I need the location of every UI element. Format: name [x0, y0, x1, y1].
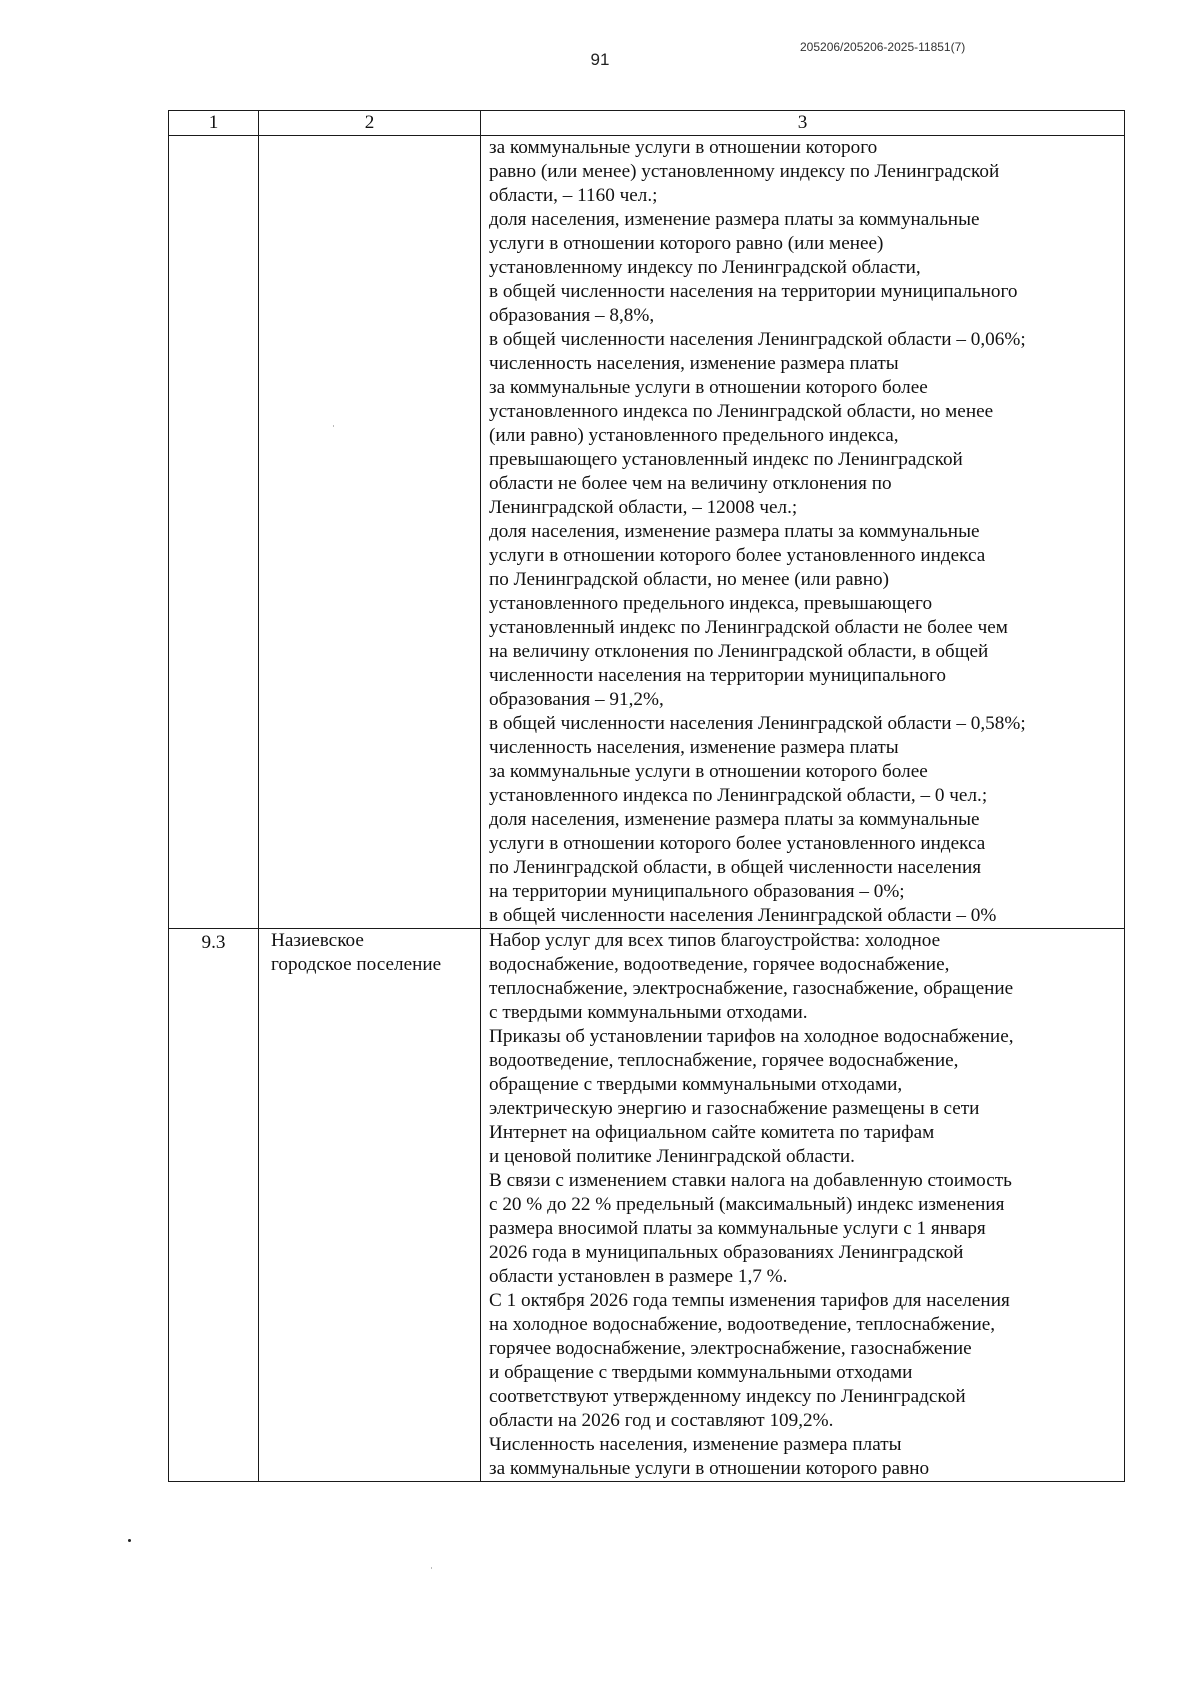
- text-line: установленный индекс по Ленинградской области не более чем: [489, 617, 1008, 638]
- text-line: Ленинградской области, – 12008 чел.;: [489, 497, 798, 518]
- text-line: с твердыми коммунальными отходами.: [489, 1002, 808, 1023]
- text-line: обращение с твердыми коммунальными отходами,: [489, 1074, 903, 1095]
- text-line: Численность населения, изменение размера платы: [489, 1434, 902, 1455]
- text-line: численность населения, изменение размера платы: [489, 737, 899, 758]
- table-row-9-3: [169, 929, 1125, 1482]
- text-line: по Ленинградской области, но менее (или равно): [489, 569, 889, 590]
- text-line: образования – 8,8%,: [489, 305, 655, 326]
- text-line: Приказы об установлении тарифов на холодное водоснабжение,: [489, 1026, 1014, 1047]
- text-line: на холодное водоснабжение, водоотведение, теплоснабжение,: [489, 1314, 996, 1335]
- text-line: доля населения, изменение размера платы за коммунальные: [489, 521, 980, 542]
- text-line: равно (или менее) установленному индексу по Ленинградской: [489, 161, 1000, 182]
- text-line: (или равно) установленного предельного индекса,: [489, 425, 899, 446]
- text-line: с 20 % до 22 % предельный (максимальный) индекс изменения: [489, 1194, 1005, 1215]
- text-line: численности населения на территории муниципального: [489, 665, 946, 686]
- settlement-name-line: Назиевское: [271, 930, 364, 951]
- row-description-cell: [481, 929, 1125, 1482]
- text-line: Набор услуг для всех типов благоустройства: холодное: [489, 930, 941, 951]
- text-line: за коммунальные услуги в отношении которого более: [489, 377, 928, 398]
- row-name-cell: [259, 136, 481, 929]
- text-line: области на 2026 год и составляют 109,2%.: [489, 1410, 834, 1431]
- text-line: установленного предельного индекса, превышающего: [489, 593, 933, 614]
- document-registration-code: 205206/205206-2025-11851(7): [800, 40, 966, 54]
- text-line: и обращение с твердыми коммунальными отходами: [489, 1362, 913, 1383]
- tariff-table: [168, 110, 1125, 1482]
- scan-dot: [128, 1539, 131, 1542]
- row-number-cell: [169, 136, 259, 929]
- text-line: размера вносимой платы за коммунальные услуги с 1 января: [489, 1218, 986, 1239]
- text-line: области установлен в размере 1,7 %.: [489, 1266, 788, 1287]
- text-line: Интернет на официальном сайте комитета по тарифам: [489, 1122, 935, 1143]
- text-line: на территории муниципального образования – 0%;: [489, 881, 905, 902]
- column-header-3: 3: [481, 111, 1125, 136]
- text-line: доля населения, изменение размера платы за коммунальные: [489, 209, 980, 230]
- text-line: водоснабжение, водоотведение, горячее водоснабжение,: [489, 954, 950, 975]
- text-line: доля населения, изменение размера платы за коммунальные: [489, 809, 980, 830]
- text-line: установленного индекса по Ленинградской области, – 0 чел.;: [489, 785, 988, 806]
- page-number: 91: [590, 50, 610, 69]
- text-line: за коммунальные услуги в отношении которого более: [489, 761, 928, 782]
- text-line: области не более чем на величину отклонения по: [489, 473, 892, 494]
- text-line: в общей численности населения Ленинградской области – 0,58%;: [489, 713, 1026, 734]
- text-line: за коммунальные услуги в отношении которого: [489, 137, 878, 158]
- text-line: образования – 91,2%,: [489, 689, 664, 710]
- text-line: С 1 октября 2026 года темпы изменения тарифов для населения: [489, 1290, 1010, 1311]
- text-line: превышающего установленный индекс по Ленинградской: [489, 449, 963, 470]
- text-line: за коммунальные услуги в отношении которого равно: [489, 1458, 930, 1479]
- text-line: по Ленинградской области, в общей численности населения: [489, 857, 982, 878]
- scan-speck: [333, 425, 334, 427]
- text-line: горячее водоснабжение, электроснабжение, газоснабжение: [489, 1338, 972, 1359]
- table-header-row: [169, 111, 1125, 136]
- text-line: области, – 1160 чел.;: [489, 185, 658, 206]
- scan-speck: [431, 1567, 432, 1569]
- text-line: соответствуют утвержденному индексу по Ленинградской: [489, 1386, 966, 1407]
- text-line: В связи с изменением ставки налога на добавленную стоимость: [489, 1170, 1012, 1191]
- row-description-cell: [481, 136, 1125, 929]
- column-header-1: 1: [169, 111, 259, 136]
- text-line: установленного индекса по Ленинградской области, но менее: [489, 401, 994, 422]
- text-line: водоотведение, теплоснабжение, горячее водоснабжение,: [489, 1050, 959, 1071]
- text-line: теплоснабжение, электроснабжение, газоснабжение, обращение: [489, 978, 1014, 999]
- text-line: на величину отклонения по Ленинградской области, в общей: [489, 641, 989, 662]
- text-line: услуги в отношении которого более установленного индекса: [489, 833, 986, 854]
- text-line: услуги в отношении которого более установленного индекса: [489, 545, 986, 566]
- text-line: и ценовой политике Ленинградской области.: [489, 1146, 855, 1167]
- text-line: в общей численности населения на территории муниципального: [489, 281, 1018, 302]
- text-line: установленному индексу по Ленинградской области,: [489, 257, 921, 278]
- text-line: в общей численности населения Ленинградской области – 0,06%;: [489, 329, 1026, 350]
- row-name-cell: [259, 929, 481, 1482]
- settlement-name-line: городское поселение: [271, 954, 442, 975]
- text-line: электрическую энергию и газоснабжение размещены в сети: [489, 1098, 980, 1119]
- text-line: численность населения, изменение размера платы: [489, 353, 899, 374]
- text-line: в общей численности населения Ленинградской области – 0%: [489, 905, 997, 926]
- text-line: 2026 года в муниципальных образованиях Ленинградской: [489, 1242, 964, 1263]
- column-header-2: 2: [259, 111, 481, 136]
- row-number-cell: 9.3: [169, 929, 259, 1482]
- text-line: услуги в отношении которого равно (или менее): [489, 233, 884, 254]
- table-row-continuation: [169, 136, 1125, 929]
